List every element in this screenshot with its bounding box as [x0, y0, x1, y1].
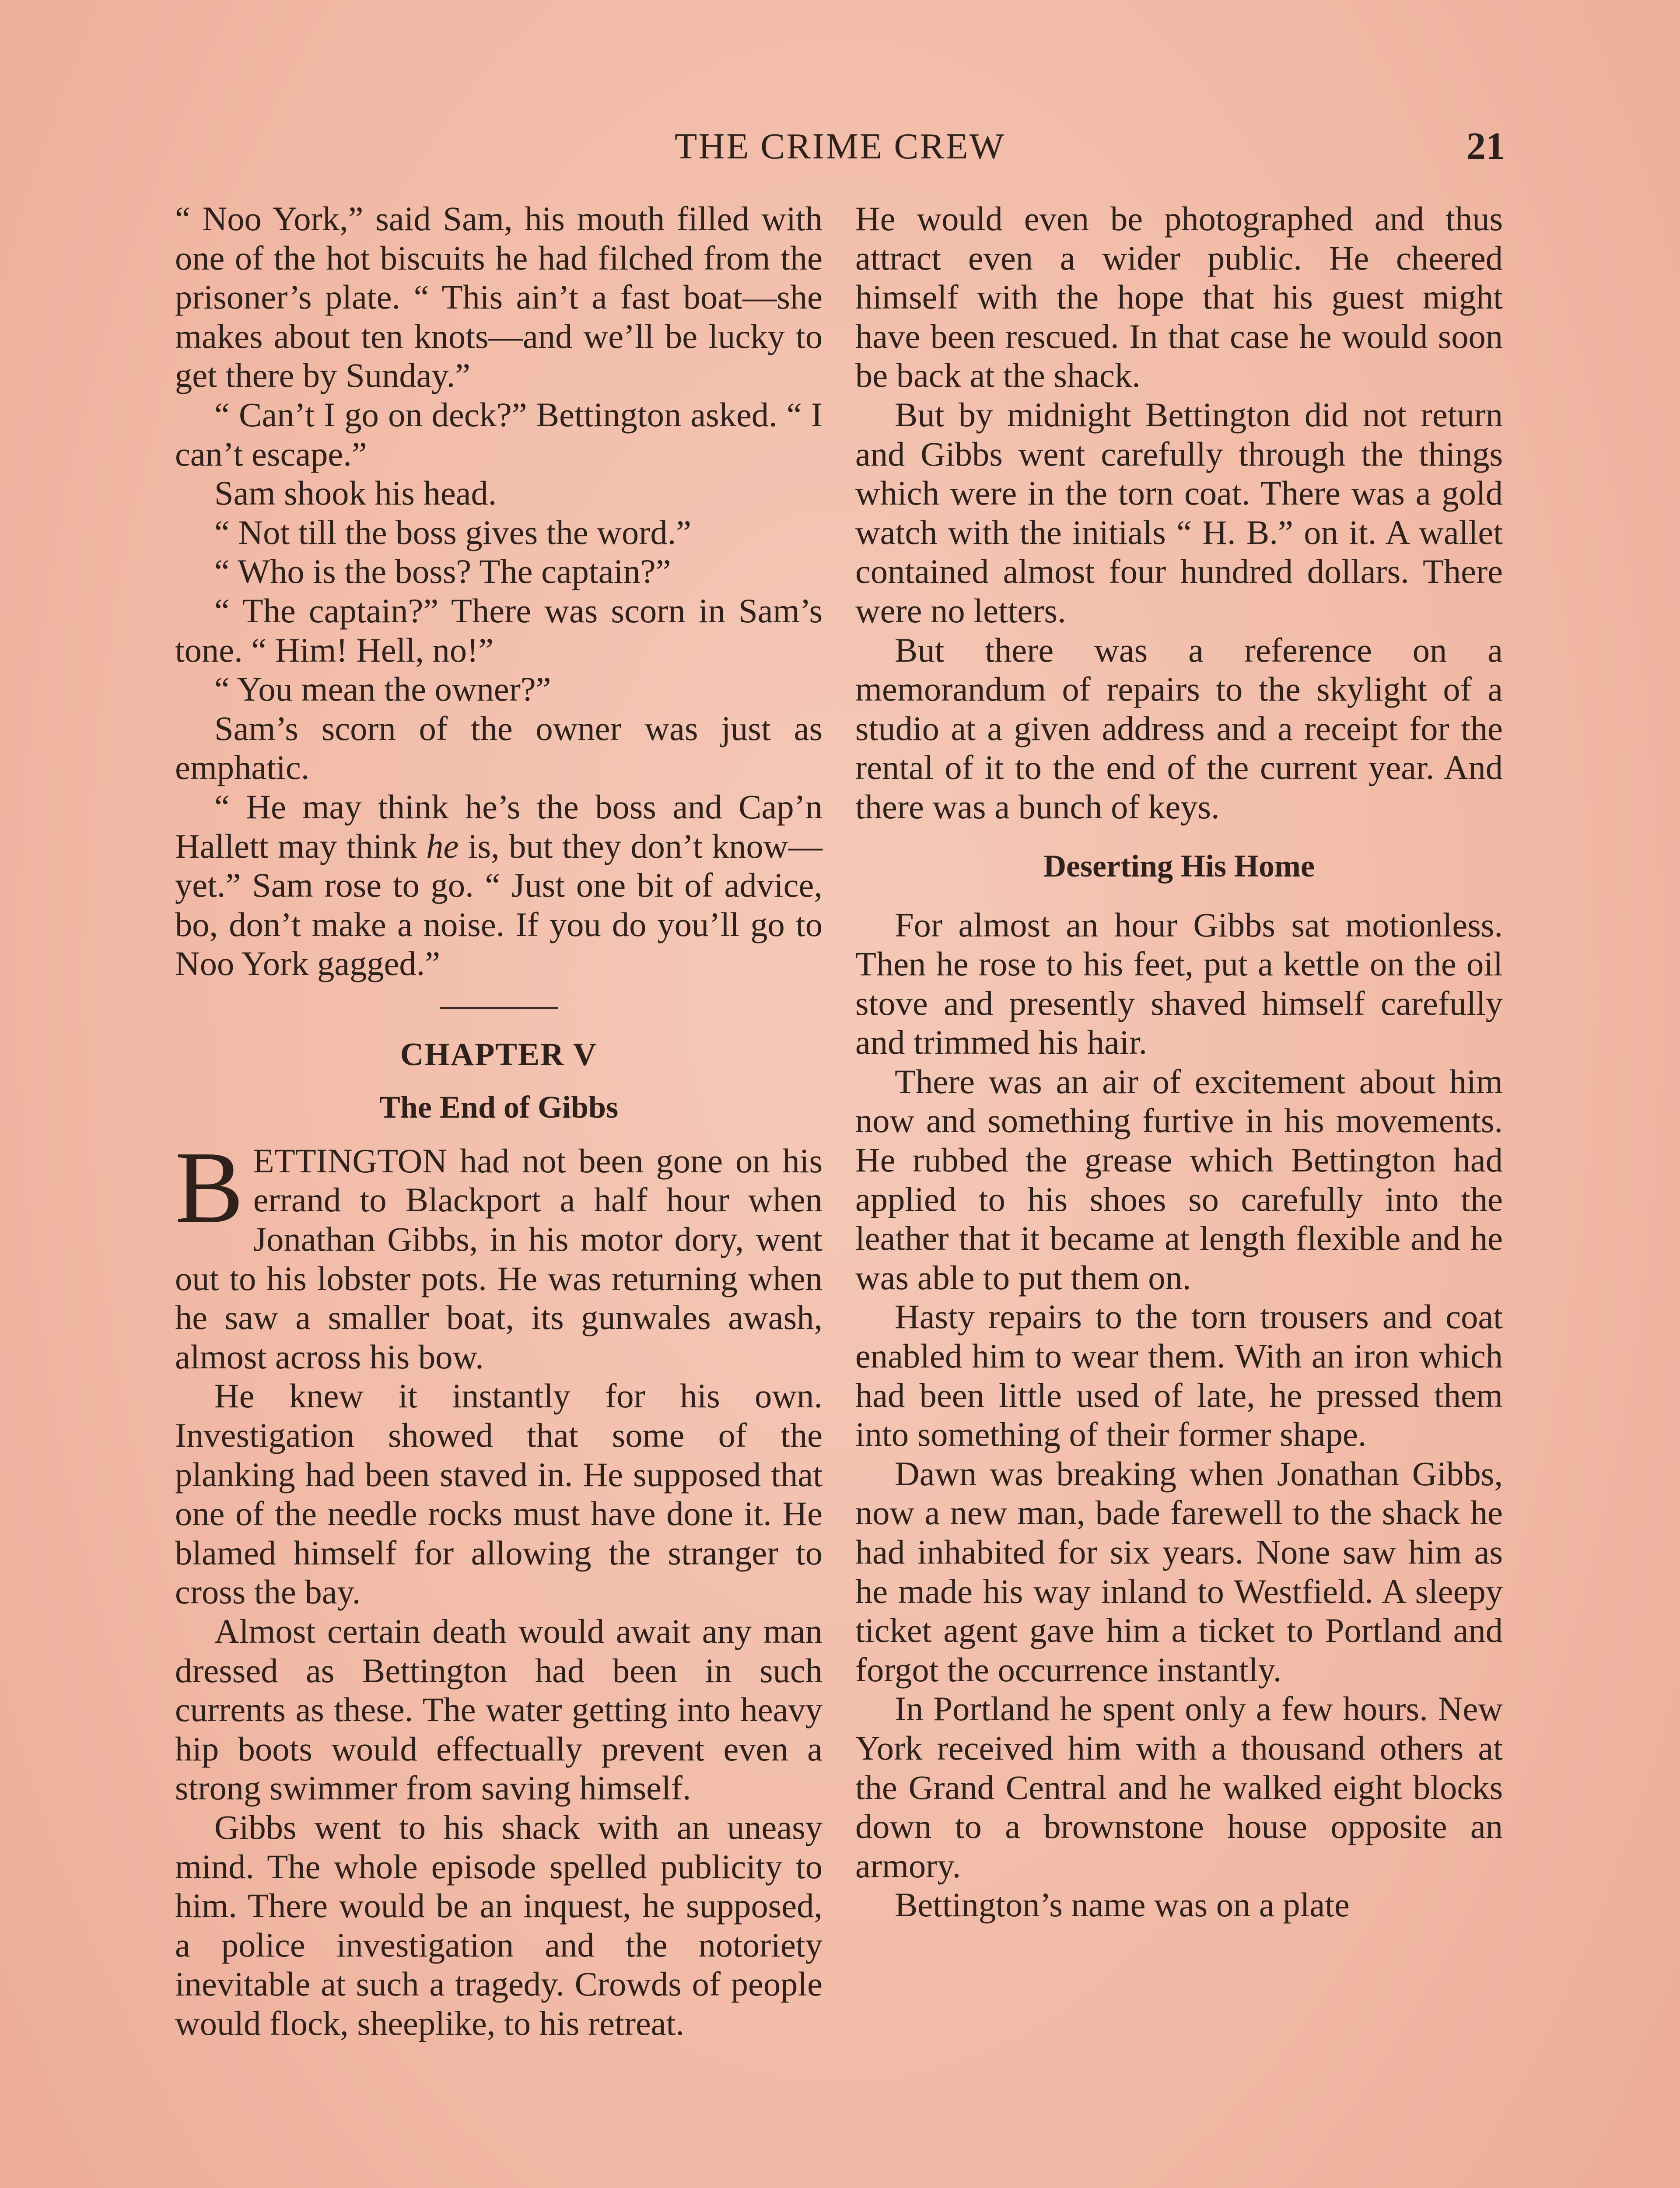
paragraph: But there was a reference on a memorandum of repairs to the skylight of a studio at a given address and a receipt for the rental of it to the end of the current year. And there was a bunch of keys. — [855, 631, 1503, 826]
drop-cap: B — [175, 1130, 244, 1244]
paragraph: Gibbs went to his shack with an uneasy mind. The whole episode spelled publicity to him. There would be an inquest, he supposed, a police investigation and the notoriety inevitable at such a tragedy. Crowds of people would flock, sheeplike, to his retreat. — [175, 1808, 822, 2042]
paragraph: Sam’s scorn of the owner was just as emphatic. — [175, 709, 822, 787]
opening-paragraph — [175, 1130, 822, 1377]
paragraph: Hasty repairs to the torn trousers and coat enabled him to wear them. With an iron which had been little used of late, he pressed them into something of their former shape. — [855, 1297, 1503, 1454]
paragraph: “ Can’t I go on deck?” Bettington asked. “ I can’t escape.” — [175, 395, 822, 473]
page-number: 21 — [1466, 125, 1505, 168]
paragraph: But by midnight Bettington did not return and Gibbs went carefully through the things which were in the torn coat. There was a gold watch with the initials “ H. B.” on it. A wallet contained almost four hundred dollars. There were no letters. — [855, 395, 1503, 630]
right-column — [855, 199, 1503, 1925]
paragraph-text: ETTINGTON had not been gone on his errand to Blackport a half hour when Jonathan Gibbs, in his motor dory, went out to his lobster pots. He was returning when he saw a smaller boat, its gunwales awash, almost across his bow. — [175, 1141, 822, 1376]
paragraph: For almost an hour Gibbs sat motionless. Then he rose to his feet, put a kettle on the oil stove and presently shaved himself carefully and trimmed his hair. — [855, 905, 1503, 1062]
paragraph: “ Noo York,” said Sam, his mouth filled with one of the hot biscuits he had filched from the prisoner’s plate. “ This ain’t a fast boat—she makes about ten knots—and we’ll be lucky to get there by Sunday.” — [175, 200, 822, 395]
chapter-heading: CHAPTER V — [400, 1036, 598, 1073]
chapter-title: The End of Gibbs — [379, 1089, 619, 1125]
left-column — [175, 199, 822, 2043]
paragraph: He would even be photographed and thus attract even a wider public. He cheered himself with the hope that his guest might have been rescued. In that case he would soon be back at the shack. — [855, 200, 1503, 395]
paragraph: “ Not till the boss gives the word.” — [214, 513, 692, 551]
paragraph: “ Who is the boss? The captain?” — [214, 552, 671, 591]
paragraph: Bettington’s name was on a plate — [895, 1886, 1350, 1924]
paragraph: Sam shook his head. — [214, 474, 497, 512]
paragraph: Dawn was breaking when Jonathan Gibbs, now a new man, bade farewell to the shack he had inhabited for six years. None saw him as he made his way inland to Westfield. A sleepy ticket agent gave him a ticket to Portland and forgot the occurrence instantly. — [855, 1454, 1503, 1689]
paragraph-text: “ He may think he’s the boss and Cap’n Hallett may think — [175, 787, 822, 865]
emphasis-text: he — [426, 827, 459, 865]
running-title: THE CRIME CREW — [675, 126, 1005, 167]
paragraph: He knew it instantly for his own. Investigation showed that some of the planking had been staved in. He supposed that one of the needle rocks must have done it. He blamed himself for allowing the stranger to cross the bay. — [175, 1377, 822, 1611]
paragraph: “ You mean the owner?” — [214, 670, 551, 708]
section-subhead: Deserting His Home — [1043, 848, 1315, 884]
paragraph: In Portland he spent only a few hours. New York received him with a thousand others at the Grand Central and he walked eight blocks down to a brownstone house opposite an armory. — [855, 1690, 1503, 1885]
paragraph — [175, 787, 822, 983]
paragraph: “ The captain?” There was scorn in Sam’s tone. “ Him! Hell, no!” — [175, 591, 822, 669]
page-header — [175, 118, 1505, 175]
paragraph-text: is, but they don’t know—yet.” Sam rose to go. “ Just one bit of advice, bo, don’t make a noise. If you do you’ll go to Noo York gagged.” — [175, 827, 822, 983]
section-divider — [440, 1007, 558, 1009]
paragraph: Almost certain death would await any man dressed as Bettington had been in such currents as these. The water getting into heavy hip boots would effectually prevent even a strong swimmer from saving himself. — [175, 1612, 822, 1807]
paragraph: There was an air of excitement about him now and something furtive in his movements. He rubbed the grease which Bettington had applied to his shoes so carefully into the leather that it became at length flexible and he was able to put them on. — [855, 1062, 1503, 1297]
